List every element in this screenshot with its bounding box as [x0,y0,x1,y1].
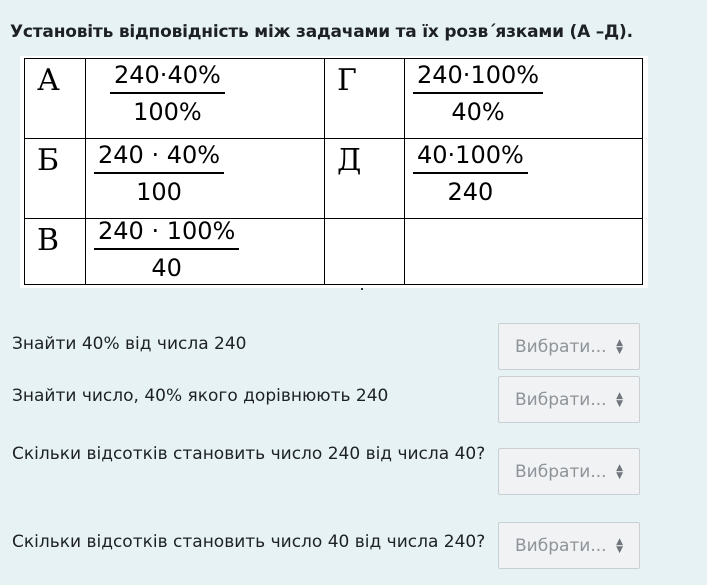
match-item-text: Скільки відсотків становить число 40 від числа 240? [12,532,486,552]
option-formula-d [405,139,643,219]
match-select-2[interactable] [498,376,640,423]
option-formula-b [86,139,325,219]
option-g-numerator: 240·100% [413,61,543,94]
up-down-caret-icon: ▲ ▼ [616,390,623,409]
select-value: Вибрати... [515,336,607,357]
up-down-caret-icon: ▲ ▼ [616,462,623,481]
match-item-text: Скільки відсотків становить число 240 від числа 40? [12,444,486,464]
match-item-text: Знайти 40% від числа 240 [12,334,247,354]
option-formula-g [405,59,643,139]
option-letter-d: Д [325,139,405,219]
option-letter-b: Б [25,139,86,219]
option-letter-a: А [25,59,86,139]
option-b-numerator: 240 · 40% [94,141,224,174]
option-v-denominator: 40 [151,254,182,282]
option-d-denominator: 240 [447,178,494,206]
select-value: Вибрати... [515,461,607,482]
option-a-numerator: 240·40% [110,61,225,94]
options-table-image [20,56,648,288]
up-down-caret-icon: ▲ ▼ [616,536,623,555]
match-select-1[interactable] [498,323,640,370]
option-d-numerator: 40·100% [413,141,528,174]
stray-dot [361,288,363,290]
match-select-3[interactable] [498,448,640,495]
empty-cell [325,219,405,285]
options-table [24,58,643,285]
match-item-text: Знайти число, 40% якого дорівнюють 240 [12,386,389,406]
option-letter-g: Г [325,59,405,139]
option-letter-v: В [25,219,86,285]
option-a-denominator: 100% [133,98,202,126]
option-formula-a [86,59,325,139]
empty-cell [405,219,643,285]
question-title: Установіть відповідність між задачами та їх розв΄язками (А –Д). [10,22,633,42]
match-select-4[interactable] [498,522,640,569]
option-formula-v [86,219,325,285]
select-value: Вибрати... [515,389,607,410]
select-value: Вибрати... [515,535,607,556]
up-down-caret-icon: ▲ ▼ [616,337,623,356]
option-g-denominator: 40% [451,98,505,126]
option-b-denominator: 100 [136,178,182,206]
option-v-numerator: 240 · 100% [94,217,239,250]
